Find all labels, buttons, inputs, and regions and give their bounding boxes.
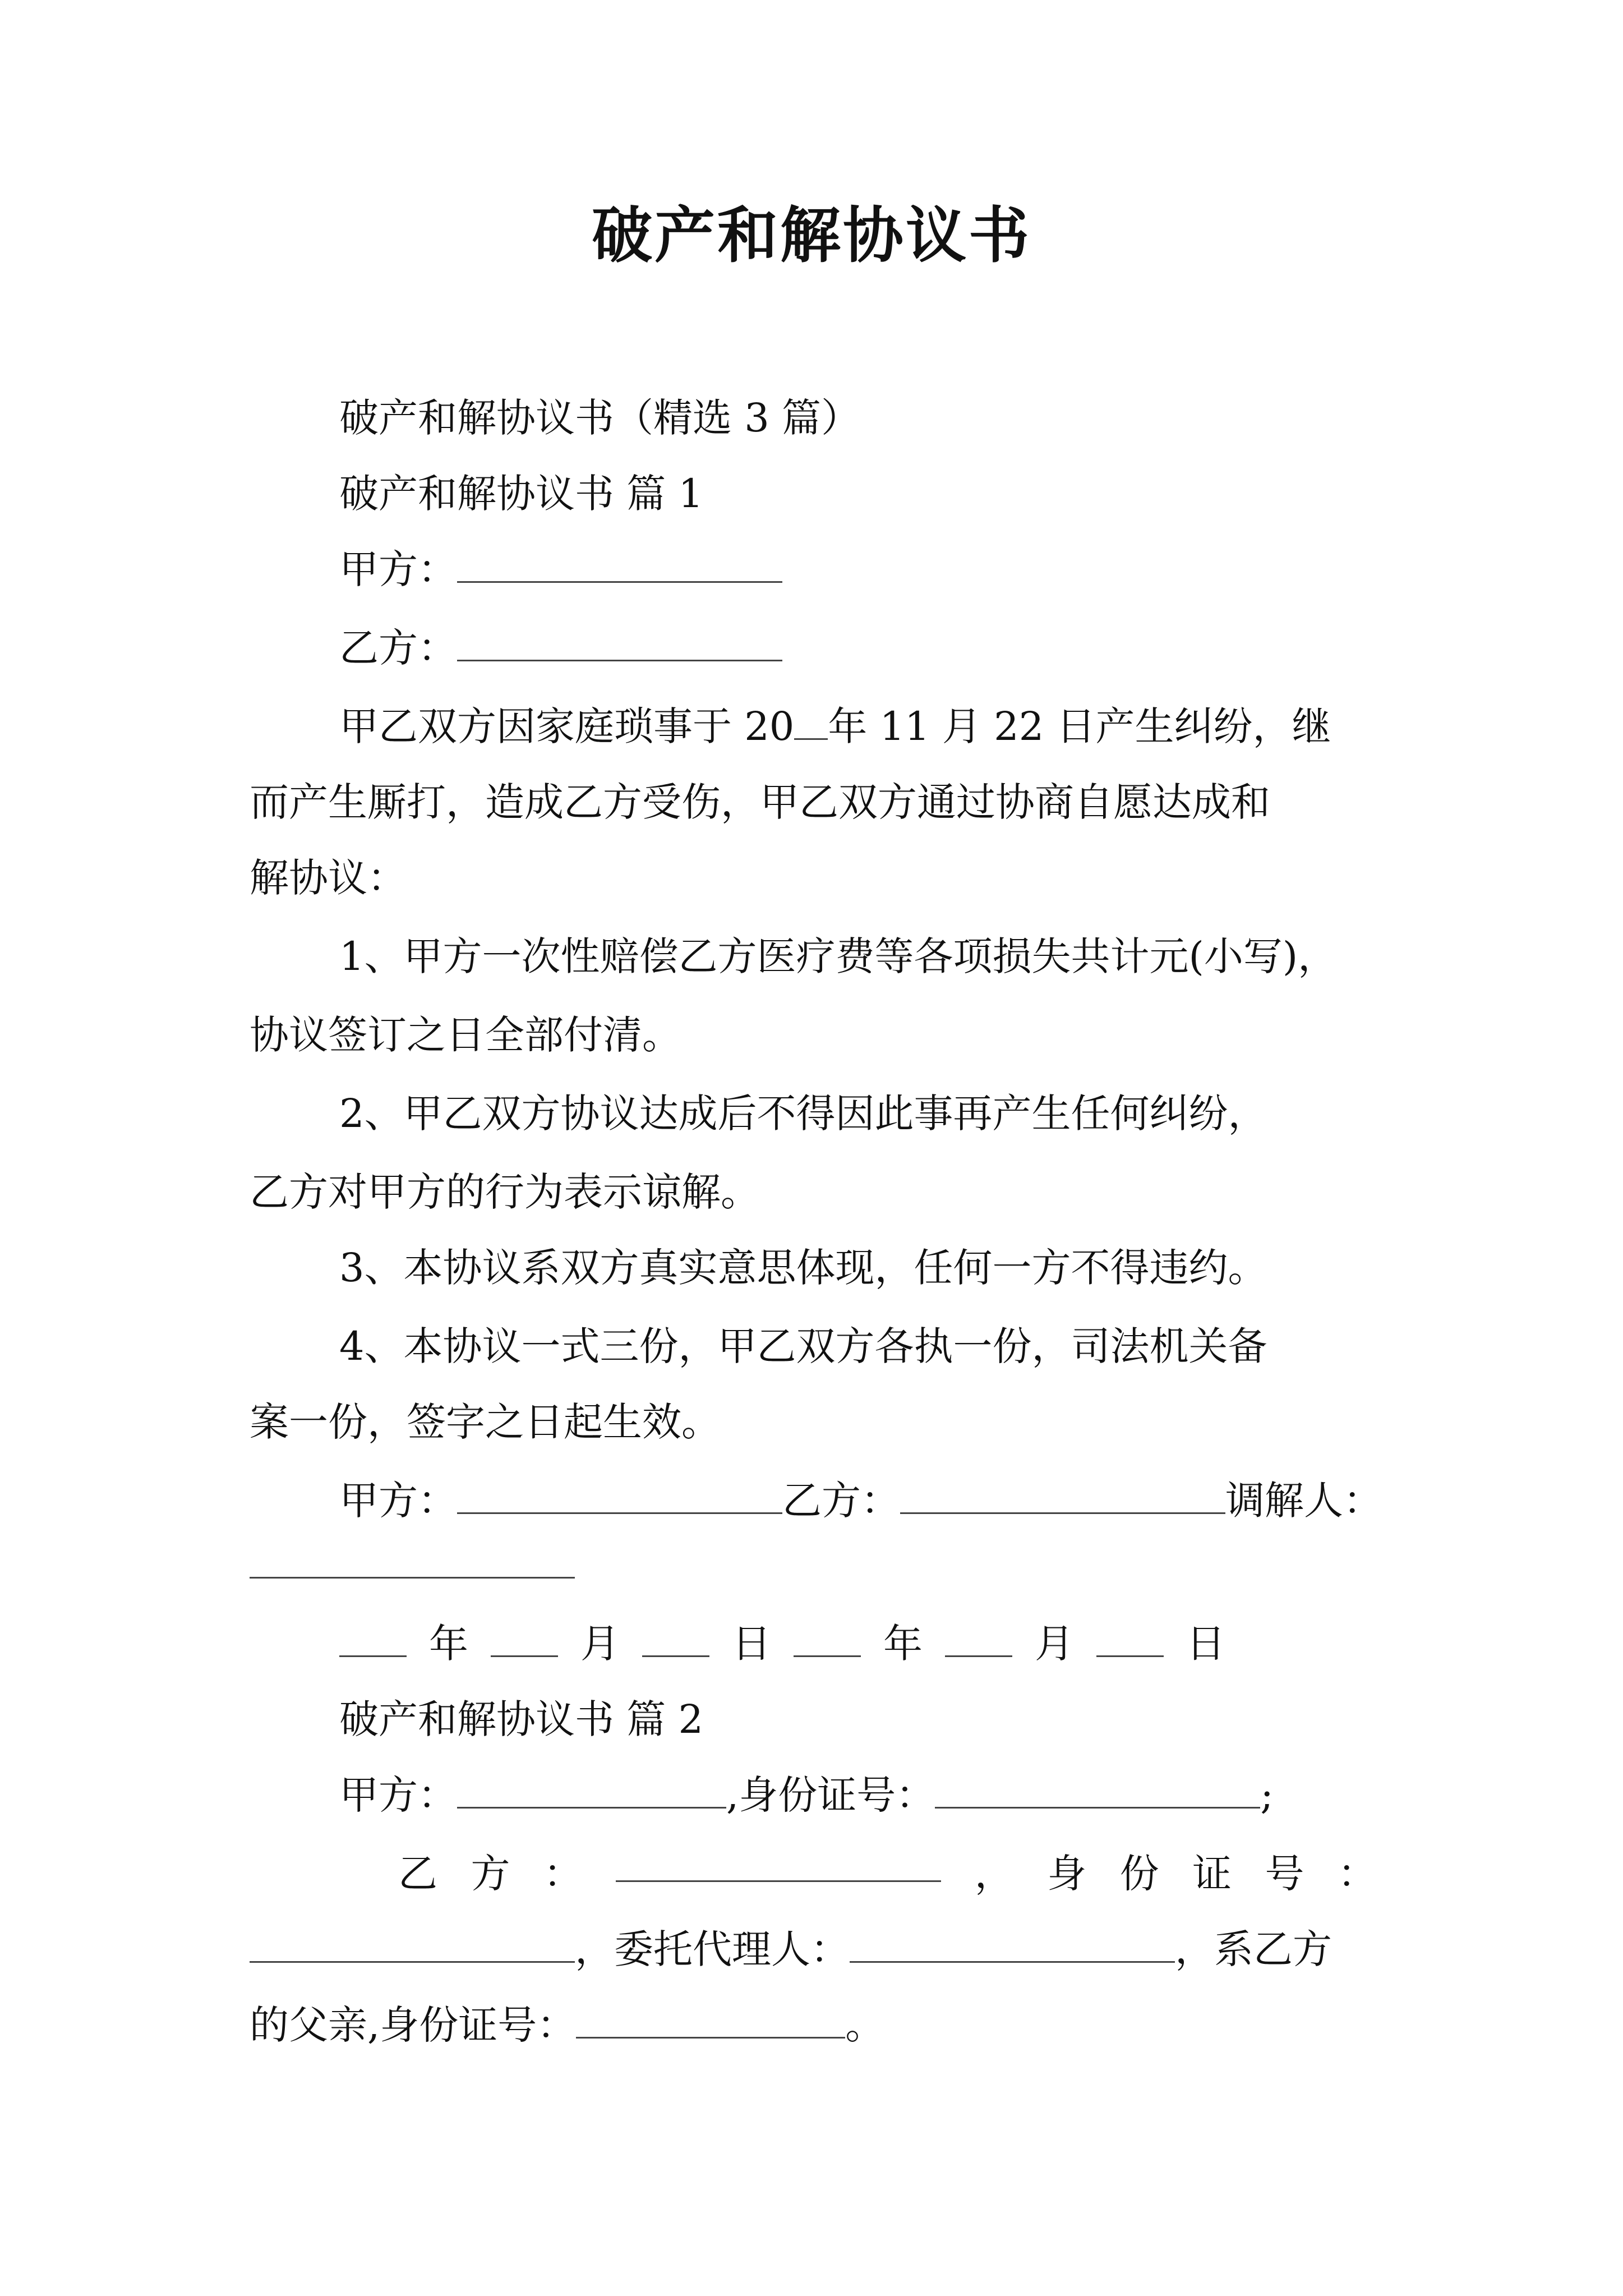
- intro-paragraph-line-3: 解协议：: [250, 855, 407, 901]
- agent-tail: ，系乙方: [1175, 1926, 1332, 1972]
- part2-heading: 破产和解协议书 篇 2: [339, 1696, 704, 1742]
- part2-party-a-label: 甲方：: [339, 1772, 457, 1818]
- date-blank: [339, 1621, 407, 1657]
- date-blank: [794, 1621, 861, 1657]
- part2-party-a-blank: [457, 1772, 726, 1809]
- party-b-char: ，: [974, 1851, 1014, 1897]
- sign-party-a-blank: [457, 1478, 782, 1514]
- date-year-label: 年: [429, 1621, 468, 1667]
- part2-id-blank: [935, 1772, 1260, 1809]
- party-a-label: 甲方：: [339, 546, 457, 592]
- date-day-label: 日: [1186, 1621, 1225, 1667]
- part1-party-b-row: [339, 620, 1377, 676]
- document-title: 破产和解协议书: [591, 200, 1031, 271]
- part2-party-b-id-blank: [250, 1926, 575, 1963]
- intro-paragraph-line-2: 而产生厮打，造成乙方受伤，甲乙双方通过协商自愿达成和: [250, 779, 1270, 825]
- date-day-label: 日: [732, 1621, 771, 1667]
- part2-father-row: [250, 1997, 1377, 2053]
- item-1-line-2: 协议签订之日全部付清。: [250, 1012, 681, 1058]
- party-b-char: 号: [1265, 1851, 1304, 1897]
- intro-paragraph-line-1: [339, 698, 1377, 754]
- party-a-blank: [457, 546, 782, 583]
- date-year-label: 年: [883, 1621, 923, 1667]
- part2-id-label: ,身份证号：: [726, 1772, 935, 1818]
- sign-party-b-blank: [900, 1478, 1225, 1514]
- end-mark: 。: [845, 2002, 885, 2048]
- mediator-blank-row: [250, 1537, 1377, 1593]
- date-month-label: 月: [580, 1621, 620, 1667]
- sign-party-a-label: 甲方：: [339, 1478, 457, 1524]
- party-b-blank: [457, 625, 782, 661]
- party-b-char: 乙: [398, 1851, 437, 1897]
- party-b-char: 方: [471, 1851, 510, 1897]
- date-row: [339, 1616, 1377, 1672]
- party-b-char: 证: [1192, 1851, 1232, 1897]
- item-4-line-2: 案一份，签字之日起生效。: [250, 1399, 721, 1445]
- part2-semicolon: ;: [1260, 1772, 1274, 1818]
- party-b-char: ：: [1337, 1851, 1377, 1897]
- part1-party-a-row: [339, 541, 1377, 597]
- part2-agent-row: [250, 1921, 1377, 1977]
- part1-heading: 破产和解协议书 篇 1: [339, 471, 704, 517]
- item-2-line-2: 乙方对甲方的行为表示谅解。: [250, 1169, 760, 1215]
- date-blank: [945, 1621, 1012, 1657]
- date-blank: [491, 1621, 558, 1657]
- agent-label: ，委托代理人：: [575, 1926, 850, 1972]
- sign-mediator-label: 调解人：: [1225, 1478, 1382, 1524]
- date-blank: [1096, 1621, 1164, 1657]
- party-b-char: 份: [1119, 1851, 1159, 1897]
- agent-blank: [850, 1926, 1175, 1963]
- date-blank: [642, 1621, 709, 1657]
- signature-row: [339, 1473, 1382, 1529]
- intro-text-b: 年 11 月 22 日产生纠纷，继: [828, 703, 1331, 749]
- document-subtitle: 破产和解协议书（精选 3 篇）: [339, 395, 861, 441]
- part2-party-a-row: [339, 1767, 1377, 1823]
- mediator-blank: [250, 1542, 575, 1579]
- party-b-char: 身: [1047, 1851, 1087, 1897]
- item-3: 3、本协议系双方真实意思体现，任何一方不得违约。: [339, 1245, 1267, 1291]
- party-b-char: ：: [543, 1851, 583, 1897]
- intro-text-a: 甲乙双方因家庭琐事于 20: [339, 703, 795, 749]
- part2-party-b-blank: [616, 1846, 941, 1882]
- party-b-label: 乙方：: [339, 625, 457, 671]
- year-blank: [794, 703, 828, 740]
- item-2-line-1: 2、甲乙双方协议达成后不得因此事再产生任何纠纷，: [339, 1091, 1267, 1137]
- item-4-line-1: 4、本协议一式三份，甲乙双方各执一份，司法机关备: [339, 1323, 1267, 1369]
- father-id-label: 的父亲,身份证号：: [250, 2002, 577, 2048]
- father-id-blank: [576, 2002, 845, 2039]
- sign-party-b-label: 乙方：: [782, 1478, 900, 1524]
- date-month-label: 月: [1035, 1621, 1074, 1667]
- item-1-line-1: 1、甲方一次性赔偿乙方医疗费等各项损失共计元(小写)，: [339, 933, 1338, 979]
- part2-party-b-row: [398, 1846, 1377, 1902]
